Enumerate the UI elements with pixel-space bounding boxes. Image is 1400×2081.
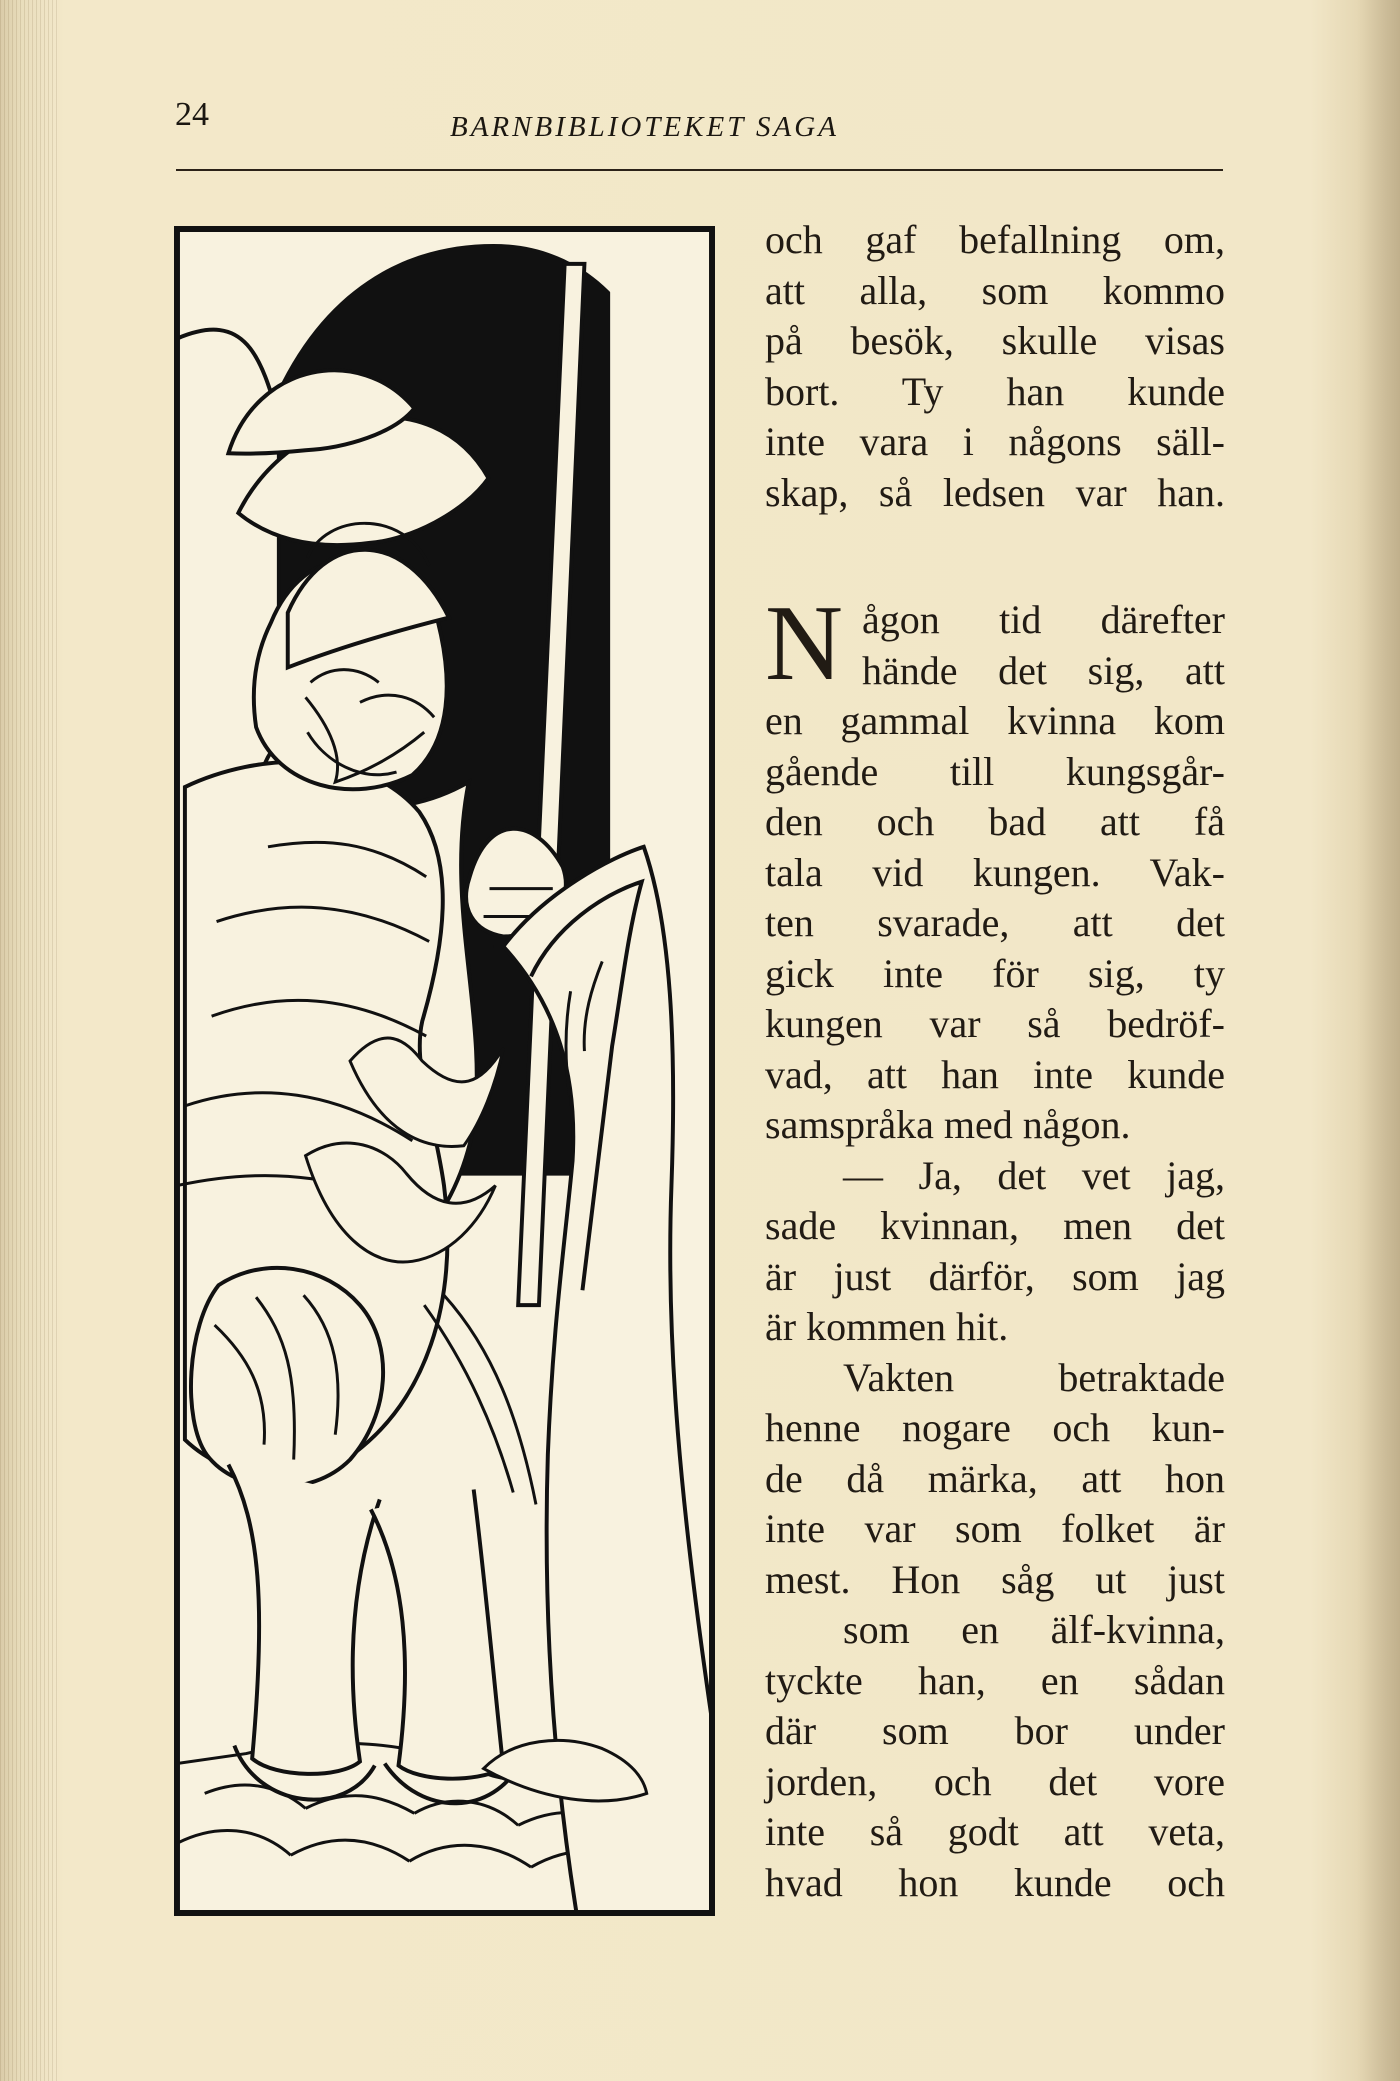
text-line: ten svarade, att det [765, 900, 1225, 945]
guard-and-hooded-woman-illustration-svg [177, 229, 712, 1913]
text-line: tyckte han, en sådan [765, 1657, 1225, 1703]
text-line: gick inte för sig, ty [765, 950, 1225, 996]
text-line: inte var som folket är [765, 1506, 1225, 1551]
text-line: vad, att han inte kunde [765, 1051, 1225, 1097]
left-page-edge [0, 0, 58, 2081]
text-line: jorden, och det vore [765, 1758, 1225, 1804]
text-line: kungen var så bedröf- [765, 1001, 1225, 1046]
right-page-edge [1356, 0, 1400, 2081]
text-line: som en älf-kvinna, [843, 1607, 1225, 1652]
text-line: de då märka, att hon [765, 1455, 1225, 1501]
text-line: gående till kungsgår- [765, 748, 1225, 794]
text-line: sade kvinnan, men det [765, 1203, 1225, 1248]
text-line: hvad hon kunde och [765, 1859, 1225, 1905]
text-line: samspråka med någon. [765, 1102, 1131, 1147]
text-line: att alla, som kommo [765, 267, 1225, 313]
dropcap-paragraph-start [765, 584, 1225, 703]
text-line: mest. Hon såg ut just [765, 1556, 1225, 1602]
text-line: — Ja, det vet jag, [843, 1152, 1225, 1198]
dropcap-letter: N [765, 584, 843, 703]
text-line: tala vid kungen. Vak- [765, 849, 1225, 895]
text-line: Vakten betraktade [843, 1354, 1225, 1400]
header-rule [176, 169, 1223, 171]
text-line: är kommen hit. [765, 1304, 1009, 1349]
text-line: på besök, skulle visas [765, 318, 1225, 363]
text-line: henne nogare och kun- [765, 1405, 1225, 1450]
text-line: där som bor under [765, 1708, 1225, 1753]
text-line: och gaf befallning om, [765, 217, 1225, 262]
text-line: inte så godt att veta, [765, 1809, 1225, 1854]
dropcap-text-line: hände det sig, att [862, 647, 1225, 693]
text-line: en gammal kvinna kom [765, 698, 1225, 743]
dropcap-text-line: ågon tid därefter [862, 597, 1225, 642]
body-text-column [765, 215, 1225, 1908]
text-line: inte vara i någons säll- [765, 419, 1225, 464]
text-line: den och bad att få [765, 799, 1225, 844]
guard-and-hooded-woman-illustration [174, 226, 715, 1916]
text-line: skap, så ledsen var han. [765, 469, 1225, 515]
page-number: 24 [175, 96, 209, 133]
text-line: bort. Ty han kunde [765, 368, 1225, 414]
text-line: är just därför, som jag [765, 1253, 1225, 1299]
running-head: BARNBIBLIOTEKET SAGA [450, 111, 839, 143]
